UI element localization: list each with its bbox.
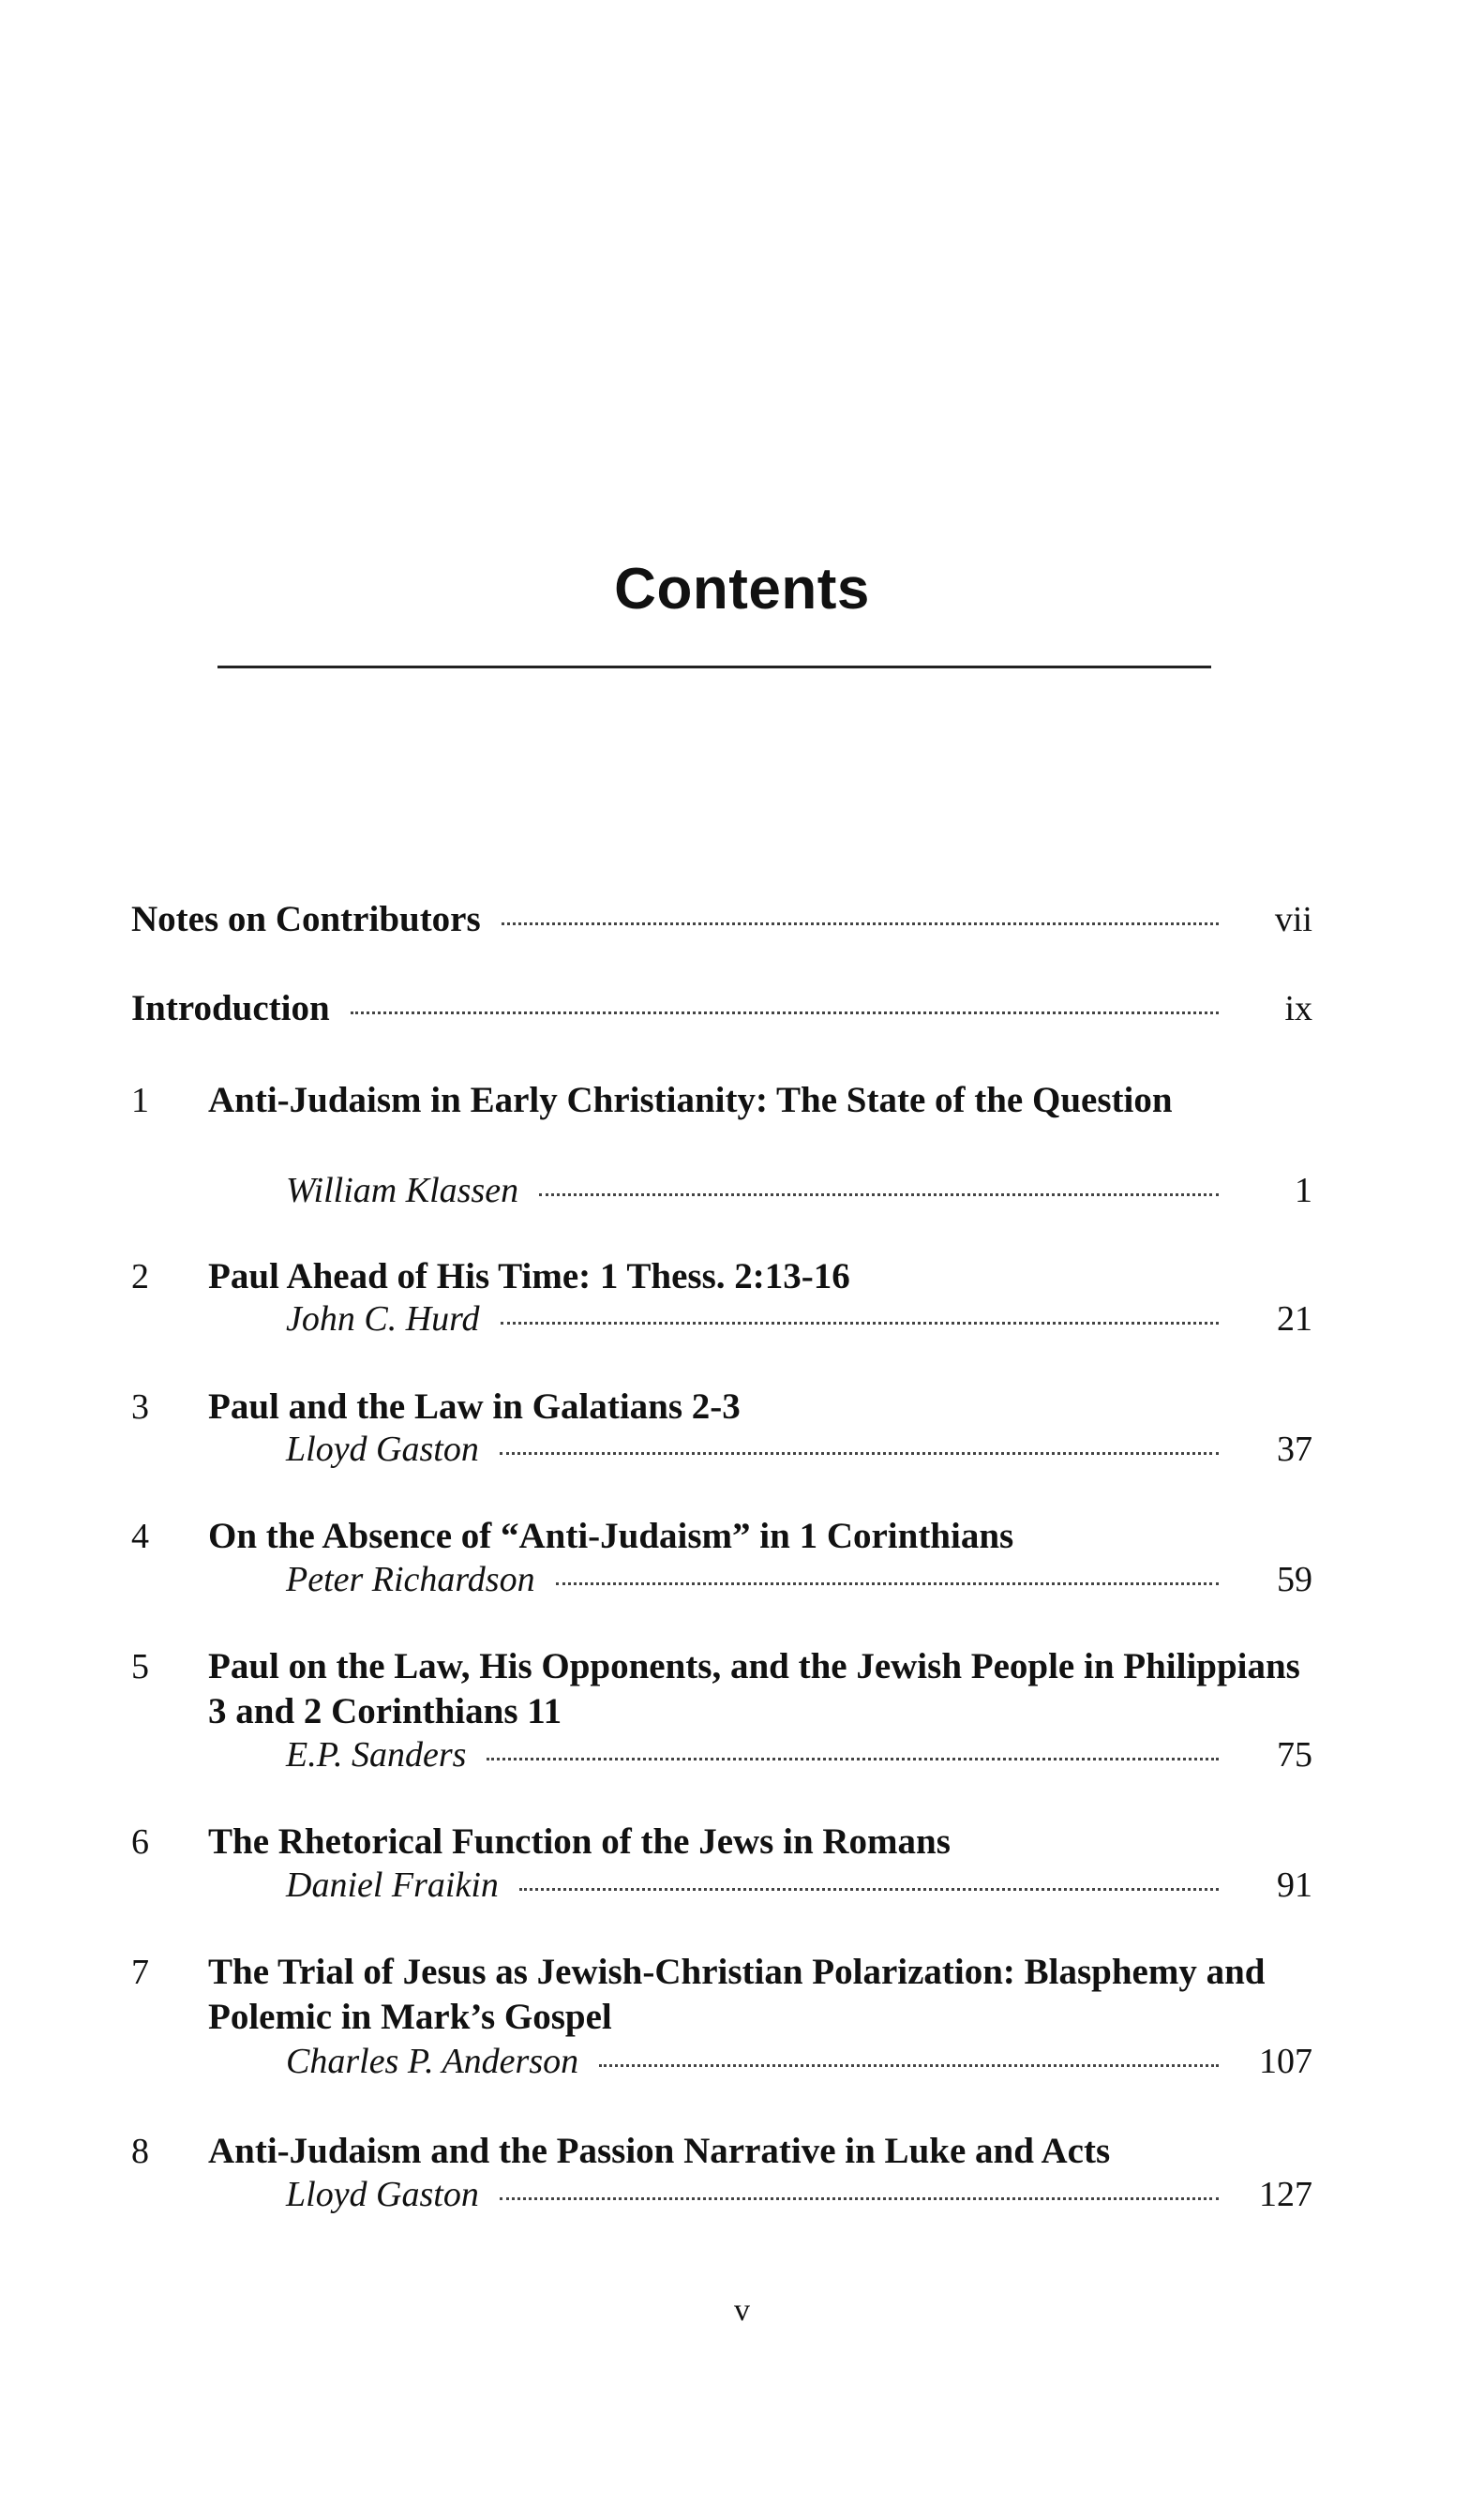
- dot-leader: [599, 2064, 1219, 2067]
- chapter-title: On the Absence of “Anti-Judaism” in 1 Corinthians: [208, 1516, 1014, 1556]
- chapter-number: 8: [131, 2132, 149, 2171]
- chapter-author: Peter Richardson: [286, 1560, 535, 1599]
- chapter-title: Anti-Judaism and the Passion Narrative in Luke and Acts: [208, 2131, 1111, 2171]
- toc-page-number: 75: [1277, 1735, 1312, 1775]
- chapter-author: E.P. Sanders: [286, 1735, 467, 1775]
- toc-page-number: 1: [1295, 1171, 1312, 1210]
- dot-leader: [501, 1322, 1219, 1325]
- chapter-title: Anti-Judaism in Early Christianity: The State of the Question: [208, 1080, 1173, 1120]
- dot-leader: [500, 2197, 1219, 2200]
- chapter-title: Paul on the Law, His Opponents, and the Jewish People in Philippians 3 and 2 Corinthians 11: [208, 1646, 1300, 1731]
- toc-page-number: 107: [1259, 2042, 1312, 2081]
- chapter-author: Daniel Fraikin: [286, 1865, 499, 1905]
- dot-leader: [556, 1582, 1219, 1585]
- toc-page-number: 37: [1277, 1430, 1312, 1469]
- chapter-author-line: [286, 1298, 1312, 1345]
- dot-leader: [539, 1193, 1219, 1196]
- toc-page-number: vii: [1274, 900, 1312, 939]
- chapter-title: Paul and the Law in Galatians 2-3: [208, 1386, 741, 1427]
- chapter-author: Charles P. Anderson: [286, 2042, 579, 2081]
- chapter-author-line: [286, 1865, 1312, 1911]
- chapter-author: Lloyd Gaston: [286, 1430, 479, 1469]
- chapter-author: William Klassen: [286, 1171, 519, 1210]
- chapter-author: John C. Hurd: [286, 1299, 480, 1339]
- chapter-number: 3: [131, 1387, 149, 1427]
- chapter-author-line: [286, 2174, 1312, 2221]
- toc-entry-label: Notes on Contributors: [131, 899, 481, 939]
- chapter-author-line: [286, 1429, 1312, 1476]
- chapter-number: 5: [131, 1647, 149, 1686]
- chapter-title: The Trial of Jesus as Jewish-Christian Polarization: Blasphemy and Polemic in Mark’s Gospel: [208, 1952, 1266, 2037]
- dot-leader: [502, 922, 1219, 925]
- chapter-number: 2: [131, 1257, 149, 1296]
- chapter-author-line: [286, 1170, 1312, 1217]
- chapter-author-line: [286, 2041, 1312, 2088]
- toc-entry-label: Introduction: [131, 988, 330, 1028]
- dot-leader: [519, 1888, 1219, 1891]
- page-folio: v: [734, 2293, 750, 2328]
- chapter-number: 6: [131, 1822, 149, 1862]
- toc-entry-introduction[interactable]: [131, 987, 1312, 1034]
- toc-page-number: 127: [1259, 2175, 1312, 2214]
- chapter-number: 7: [131, 1953, 149, 1992]
- dot-leader: [351, 1011, 1219, 1014]
- dot-leader: [500, 1452, 1219, 1455]
- chapter-author-line: [286, 1559, 1312, 1606]
- toc-entry-notes-on-contributors[interactable]: [131, 898, 1312, 945]
- toc-page-number: ix: [1284, 989, 1312, 1028]
- dot-leader: [487, 1758, 1219, 1760]
- chapter-author-line: [286, 1734, 1312, 1781]
- toc-page-number: 91: [1277, 1865, 1312, 1905]
- toc-page-number: 21: [1277, 1299, 1312, 1339]
- chapter-number: 4: [131, 1517, 149, 1556]
- chapter-author: Lloyd Gaston: [286, 2175, 479, 2214]
- chapter-title: The Rhetorical Function of the Jews in Romans: [208, 1821, 951, 1862]
- chapter-title: Paul Ahead of His Time: 1 Thess. 2:13-16: [208, 1256, 850, 1296]
- page-title: Contents: [614, 557, 870, 622]
- chapter-number: 1: [131, 1081, 149, 1120]
- toc-page-number: 59: [1277, 1560, 1312, 1599]
